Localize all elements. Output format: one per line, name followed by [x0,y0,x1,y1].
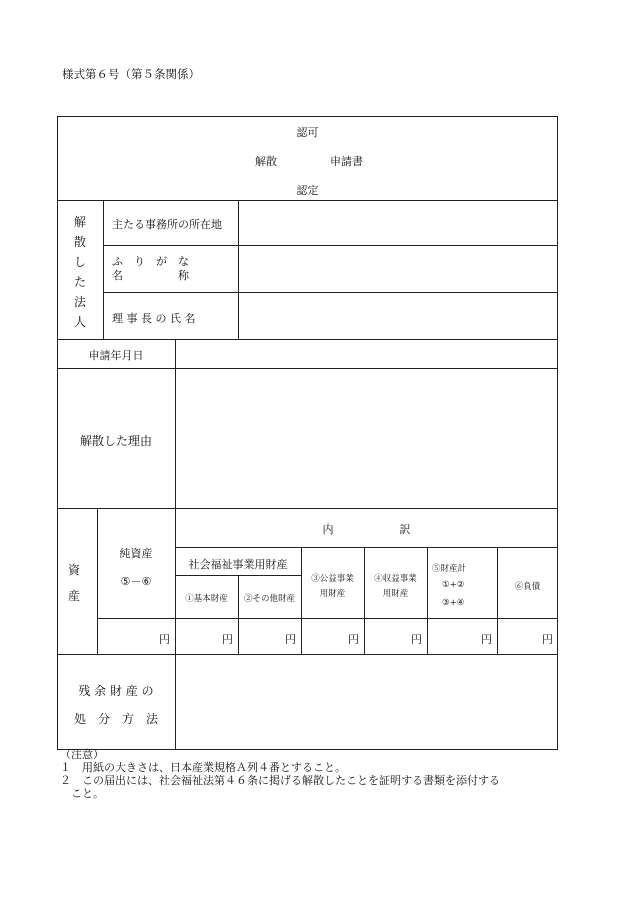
total-property-header-3: ③+④ [442,598,465,608]
office-address-label: 主たる事務所の所在地 [112,218,222,231]
corp-name-label: 名 称 [112,269,189,282]
reason-label: 解散した理由 [79,434,152,448]
total-property-header-2: ①+② [442,580,465,590]
yen-unit: 円 [222,633,233,646]
divider [103,292,558,293]
divider [175,339,176,750]
note-item: １ 用紙の大きさは、日本産業規格Ａ列４番とすること。 [60,761,346,774]
yen-unit: 円 [481,633,492,646]
title-application: 申請書 [330,155,363,168]
yen-unit: 円 [542,633,553,646]
note-item: こと。 [60,787,104,800]
form-number: 様式第６号（第５条関係） [62,67,200,81]
public-interest-property-header-1: ③公益事業 [311,574,354,584]
divider [175,547,558,548]
title-dissolution: 解散 [255,155,277,168]
dissolved-corp-label: 解 散 し た 法 人 [73,215,86,329]
divider [57,654,558,655]
breakdown-header: 内 訳 [322,523,411,536]
divider [103,200,104,339]
divider [57,508,558,509]
divider [57,368,558,369]
divider [238,200,239,339]
other-property-header: ②その他財産 [243,594,295,604]
furigana-label: ふ り が な [112,255,189,268]
chairperson-name-label: 理 事 長 の 氏 名 [112,312,196,325]
net-assets-label: 純資産 [119,547,153,560]
title-line-certification: 認定 [296,184,319,197]
public-interest-property-header-2: 用財産 [319,589,346,599]
welfare-property-header: 社会福祉事業用財産 [188,558,288,571]
residual-disposal-label-2: 処 分 方 法 [73,712,158,726]
total-property-header-1: ⑤財産計 [432,564,467,574]
basic-property-header: ①基本財産 [185,594,228,604]
yen-unit: 円 [348,633,359,646]
title-line-approval: 認可 [296,126,319,139]
yen-unit: 円 [411,633,422,646]
divider [103,245,558,246]
divider [57,200,558,201]
application-date-label: 申請年月日 [88,349,144,362]
assets-label-2: 産 [68,589,81,603]
divider [97,618,558,619]
notes-heading: （注意） [60,748,104,761]
liabilities-header: ⑥負債 [514,582,541,592]
assets-label-1: 資 [68,563,81,577]
profit-business-property-header-1: ④収益事業 [374,574,417,584]
residual-disposal-label-1: 残 余 財 産 の [78,684,154,698]
net-assets-formula: ⑤－⑥ [120,575,152,588]
yen-unit: 円 [285,633,296,646]
profit-business-property-header-2: 用財産 [382,589,409,599]
divider [57,339,558,340]
note-item: ２ この届出には、社会福祉法第４６条に掲げる解散したことを証明する書類を添付する [60,774,500,787]
yen-unit: 円 [159,633,170,646]
notes-section [60,748,500,800]
